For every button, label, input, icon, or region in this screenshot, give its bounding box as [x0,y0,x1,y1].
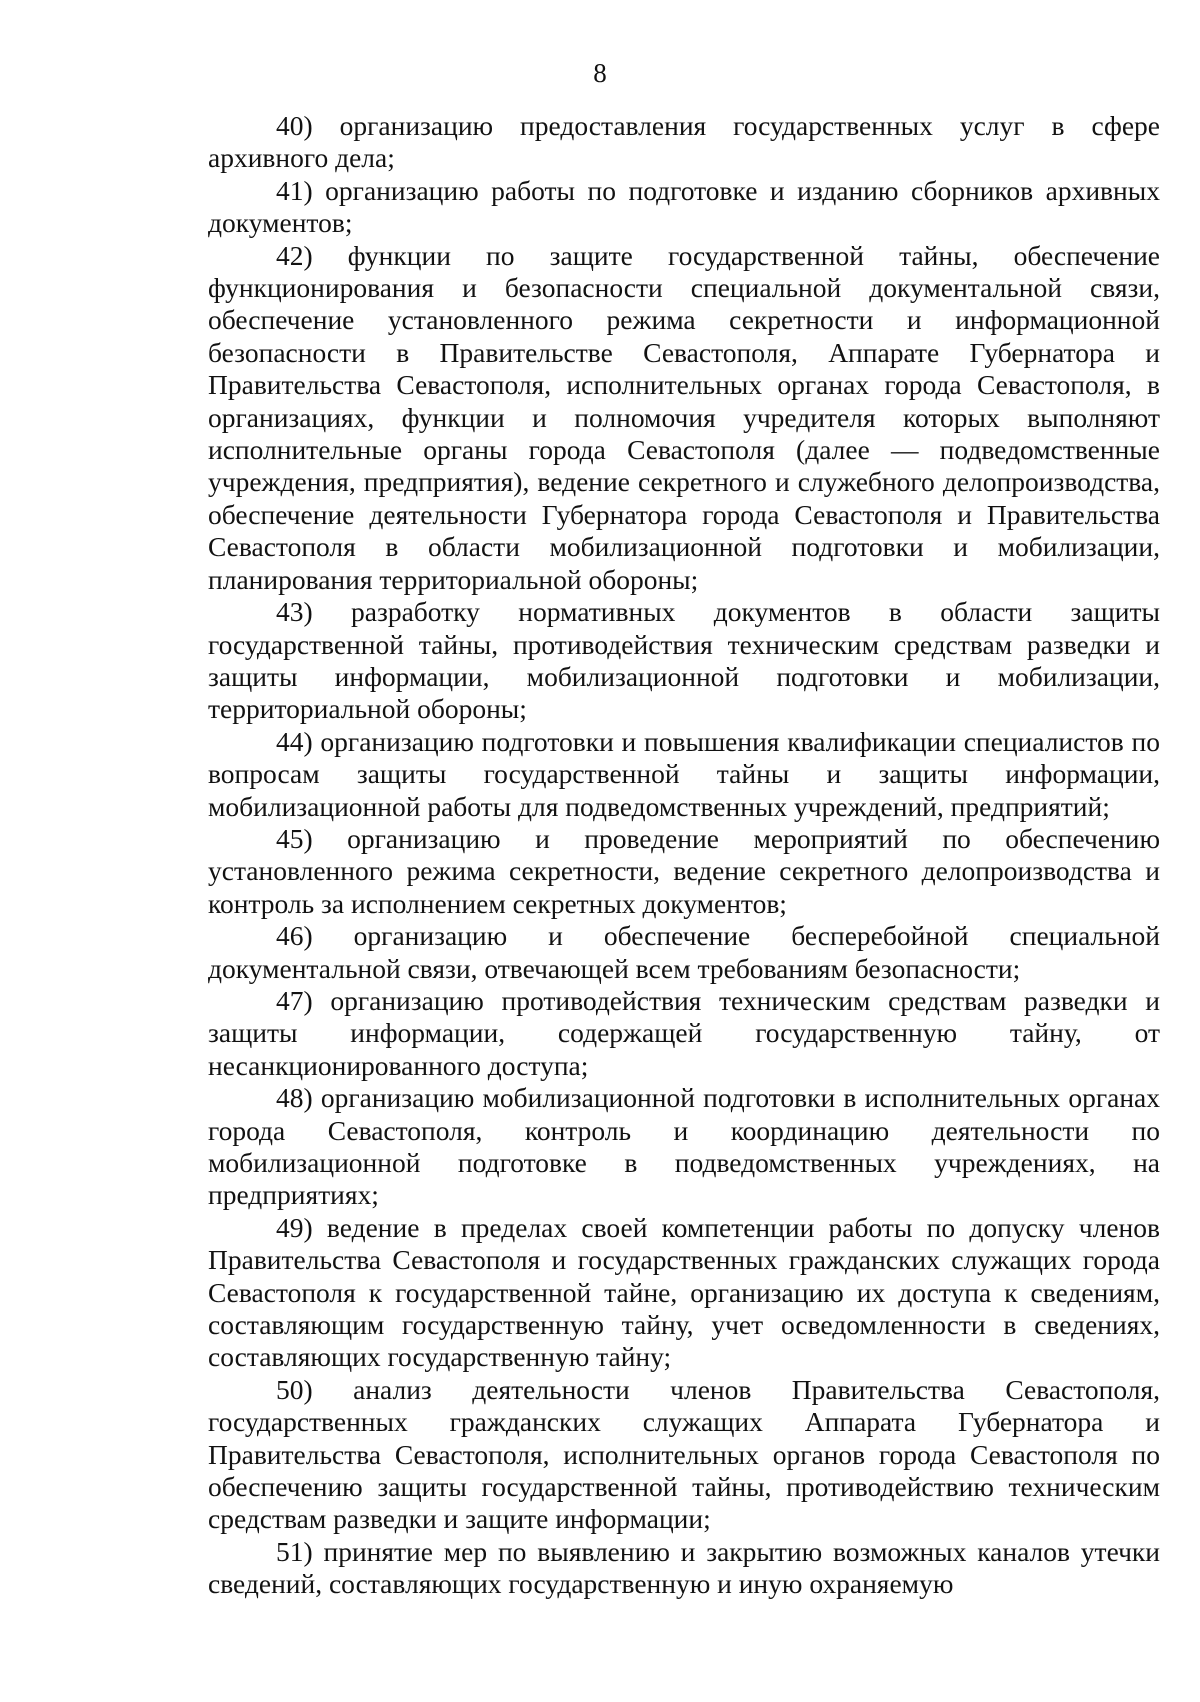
list-item: 51) принятие мер по выявлению и закрытию возможных каналов утечки сведений, составляющих государственную и иную охраняемую [208,1535,1160,1600]
list-item: 47) организацию противодействия техническим средствам разведки и защиты информации, содержащей государственную тайну, от несанкционированного доступа; [208,984,1160,1081]
list-item: 50) анализ деятельности членов Правительства Севастополя, государственных гражданских служащих Аппарата Губернатора и Правительства Севастополя, исполнительных органов города Севастополя по обеспечению защиты государственной тайны, противодействию техническим средствам разведки и защите информации; [208,1373,1160,1535]
list-item: 42) функции по защите государственной тайны, обеспечение функционирования и безопасности специальной документальной связи, обеспечение установленного режима секретности и информационной безопасности в Правительстве Севастополя, Аппарате Губернатора и Правительства Севастополя, исполнительных органах города Севастополя, в организациях, функции и полномочия учредителя которых выполняют исполнительные органы города Севастополя (далее — подведомственные учреждения, предприятия), ведение секретного и служебного делопроизводства, обеспечение деятельности Губернатора города Севастополя и Правительства Севастополя в области мобилизационной подготовки и мобилизации, планирования территориальной обороны; [208,239,1160,595]
list-item: 49) ведение в пределах своей компетенции работы по допуску членов Правительства Севастополя и государственных гражданских служащих города Севастополя к государственной тайне, организацию их доступа к сведениям, составляющим государственную тайну, учет осведомленности в сведениях, составляющих государственную тайну; [208,1211,1160,1373]
list-item: 43) разработку нормативных документов в области защиты государственной тайны, противодействия техническим средствам разведки и защиты информации, мобилизационной подготовки и мобилизации, территориальной обороны; [208,596,1160,725]
list-item: 48) организацию мобилизационной подготовки в исполнительных органах города Севастополя, контроль и координацию деятельности по мобилизационной подготовке в подведомственных учреждениях, на предприятиях; [208,1082,1160,1211]
document-body [208,110,1160,1601]
list-item: 45) организацию и проведение мероприятий по обеспечению установленного режима секретности, ведение секретного делопроизводства и контроль за исполнением секретных документов; [208,822,1160,919]
list-item: 41) организацию работы по подготовке и изданию сборников архивных документов; [208,174,1160,239]
list-item: 40) организацию предоставления государственных услуг в сфере архивного дела; [208,110,1160,174]
list-item: 44) организацию подготовки и повышения квалификации специалистов по вопросам защиты государственной тайны и защиты информации, мобилизационной работы для подведомственных учреждений, предприятий; [208,725,1160,822]
page-number: 8 [593,58,607,88]
list-item: 46) организацию и обеспечение бесперебойной специальной документальной связи, отвечающей всем требованиям безопасности; [208,920,1160,984]
